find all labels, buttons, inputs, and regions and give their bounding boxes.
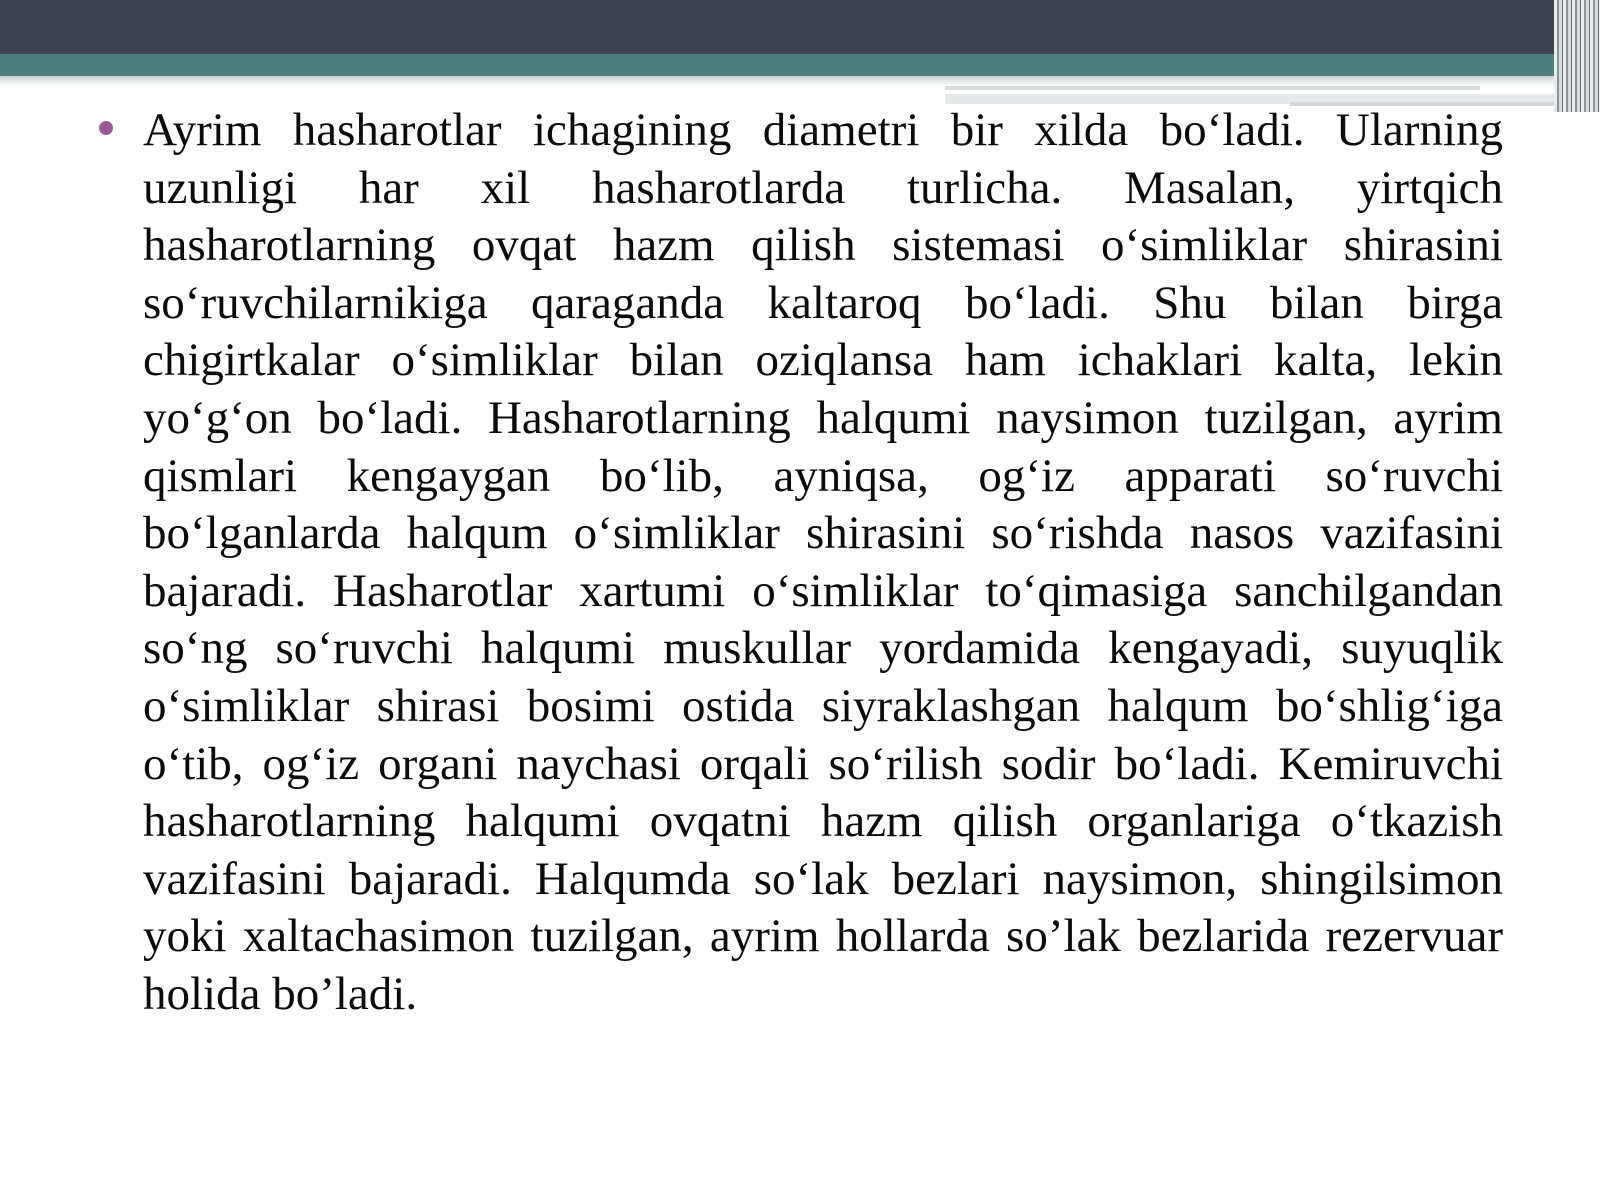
header-dark-band: [0, 0, 1600, 54]
bullet-paragraph: Ayrim hasharotlar ichagining diametri bir xilda bo‘ladi. Ularning uzunligi har xil hasharotlarda turlicha. Masalan, yirtqich hasharotlarning ovqat hazm qilish sistemasi o‘simliklar shirasini so‘ruvchilarnikiga qaraganda kaltaroq bo‘ladi. Shu bilan birga chigirtkalar o‘simliklar bilan oziqlansa ham ichaklari kalta, lekin yo‘g‘on bo‘ladi. Hasharotlarning halqumi naysimon tuzilgan, ayrim qismlari kengaygan bo‘lib, ayniqsa, og‘iz apparati so‘ruvchi bo‘lganlarda halqum o‘simliklar shirasini so‘rishda nasos vazifasini bajaradi. Hasharotlar xartumi o‘simliklar to‘qimasiga sanchilgandan so‘ng so‘ruvchi halqumi muskullar yordamida kengayadi, suyuqlik o‘simliklar shirasi bosimi ostida siyraklashgan halqum bo‘shlig‘iga o‘tib, og‘iz organi naychasi orqali so‘rilish sodir bo‘ladi. Kemiruvchi hasharotlarning halqumi ovqatni hazm qilish organlariga o‘tkazish vazifasini bajaradi. Halqumda so‘lak bezlari naysimon, shingilsimon yoki xaltachasimon tuzilgan, ayrim hollarda so’lak bezlarida rezervuar holida bo’ladi.: [143, 104, 1503, 1020]
header-teal-band: [0, 54, 1600, 76]
slide-content: [95, 102, 1503, 1024]
bullet-dot-icon: [99, 121, 113, 135]
header-decor-line: [945, 86, 1480, 90]
header-shadow: [0, 76, 1600, 86]
bullet-item: [95, 102, 1503, 1024]
header-right-stripes: [1554, 0, 1600, 112]
